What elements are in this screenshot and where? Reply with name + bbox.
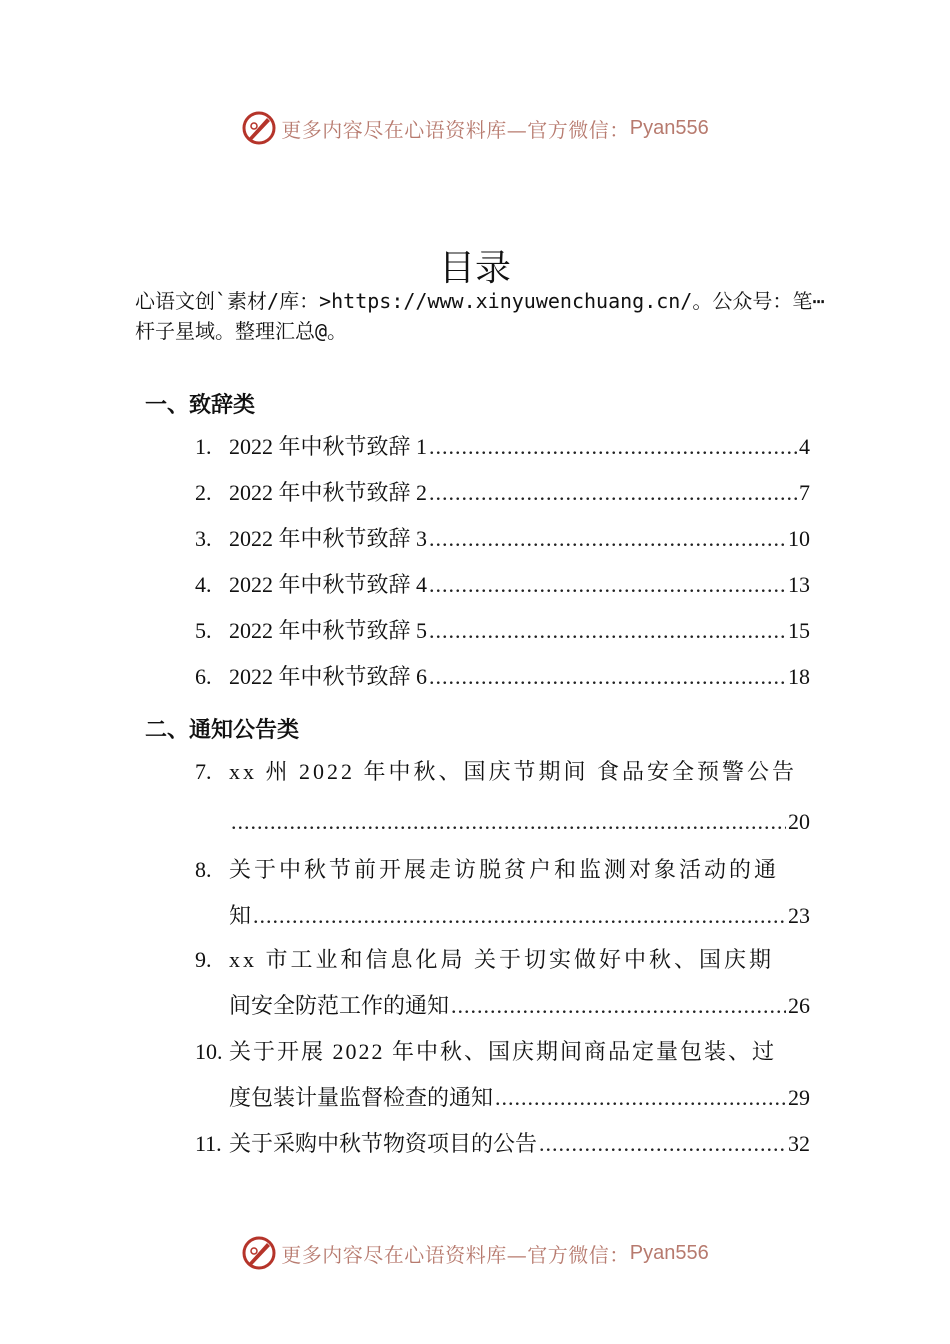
leader-dots: [231, 800, 786, 844]
banner-text: 更多内容尽在心语资料库—官方微信：: [281, 117, 630, 142]
toc-entry[interactable]: [195, 1122, 810, 1168]
entry-page: 32: [788, 1131, 810, 1156]
entry-title: 关于采购中秋节物资项目的公告: [229, 1131, 538, 1156]
entry-number: 11.: [195, 1131, 222, 1156]
entry-page: 10: [788, 526, 810, 551]
toc-entry[interactable]: [195, 1030, 810, 1122]
entry-number: 9.: [195, 947, 212, 972]
pen-logo-icon: [241, 110, 277, 146]
source-note: 心语文创`素材/库：>https://www.xinyuwenchuang.cn/。公众号：笔⋯杆子星域。整理汇总@。: [135, 289, 825, 343]
entry-title: 2022 年中秋节致辞 3: [229, 526, 428, 551]
entry-number: 3.: [195, 526, 212, 551]
toc-entry[interactable]: [195, 938, 810, 1030]
entry-number: 5.: [195, 618, 212, 643]
leader-dots: [429, 609, 786, 653]
entry-number: 1.: [195, 434, 212, 459]
entry-page: 23: [788, 903, 810, 928]
entry-number: 4.: [195, 572, 212, 597]
banner-text: 更多内容尽在心语资料库—官方微信：: [281, 1242, 630, 1267]
entry-title: 2022 年中秋节致辞 1: [229, 434, 428, 459]
section-heading: 二、通知公告类: [145, 718, 300, 743]
leader-dots: [429, 425, 797, 469]
toc-entry[interactable]: [195, 609, 810, 655]
entry-title: xx 州 2022 年中秋、国庆节期间 食品安全预警公告: [229, 759, 798, 784]
entry-number: 10.: [195, 1039, 223, 1064]
toc-entry[interactable]: [195, 848, 810, 940]
entry-title-cont: 度包装计量监督检查的通知: [229, 1085, 494, 1110]
page-title: 目录: [438, 248, 511, 289]
watermark-banner-top: [0, 108, 950, 148]
entry-page: 7: [799, 480, 810, 505]
entry-page: 29: [788, 1085, 810, 1110]
toc-entry[interactable]: [195, 517, 810, 563]
entry-page: 26: [788, 993, 810, 1018]
section-heading: 一、致辞类: [145, 393, 256, 418]
leader-dots: [429, 517, 786, 561]
entry-page: 20: [788, 809, 810, 834]
toc-entry[interactable]: [195, 471, 810, 517]
leader-dots: [451, 984, 786, 1028]
entry-page: 4: [799, 434, 810, 459]
entry-page: 18: [788, 664, 810, 689]
leader-dots: [539, 1122, 786, 1166]
entry-number: 7.: [195, 759, 212, 784]
entry-title: 2022 年中秋节致辞 4: [229, 572, 428, 597]
toc-entry[interactable]: [195, 563, 810, 609]
entry-title: 2022 年中秋节致辞 2: [229, 480, 428, 505]
entry-number: 6.: [195, 664, 212, 689]
entry-title: 2022 年中秋节致辞 5: [229, 618, 428, 643]
entry-number: 8.: [195, 857, 212, 882]
leader-dots: [495, 1076, 786, 1120]
watermark-banner-bottom: [0, 1233, 950, 1273]
entry-title-cont: 知: [229, 903, 252, 928]
toc-entry[interactable]: [195, 655, 810, 701]
entry-title-cont: 间安全防范工作的通知: [229, 993, 450, 1018]
entry-page: 15: [788, 618, 810, 643]
toc-entry[interactable]: [195, 750, 810, 846]
entry-title: xx 市工业和信息化局 关于切实做好中秋、国庆期: [229, 947, 775, 972]
leader-dots: [429, 563, 786, 607]
toc-entry[interactable]: [195, 425, 810, 471]
entry-number: 2.: [195, 480, 212, 505]
leader-dots: [429, 471, 797, 515]
entry-title: 2022 年中秋节致辞 6: [229, 664, 428, 689]
leader-dots: [253, 894, 786, 938]
pen-logo-icon: [241, 1235, 277, 1271]
entry-page: 13: [788, 572, 810, 597]
banner-handle: Pyan556: [629, 116, 709, 139]
entry-title: 关于中秋节前开展走访脱贫户和监测对象活动的通: [229, 857, 780, 882]
banner-handle: Pyan556: [629, 1241, 709, 1264]
entry-title: 关于开展 2022 年中秋、国庆期间商品定量包装、过: [229, 1039, 777, 1064]
leader-dots: [429, 655, 786, 699]
